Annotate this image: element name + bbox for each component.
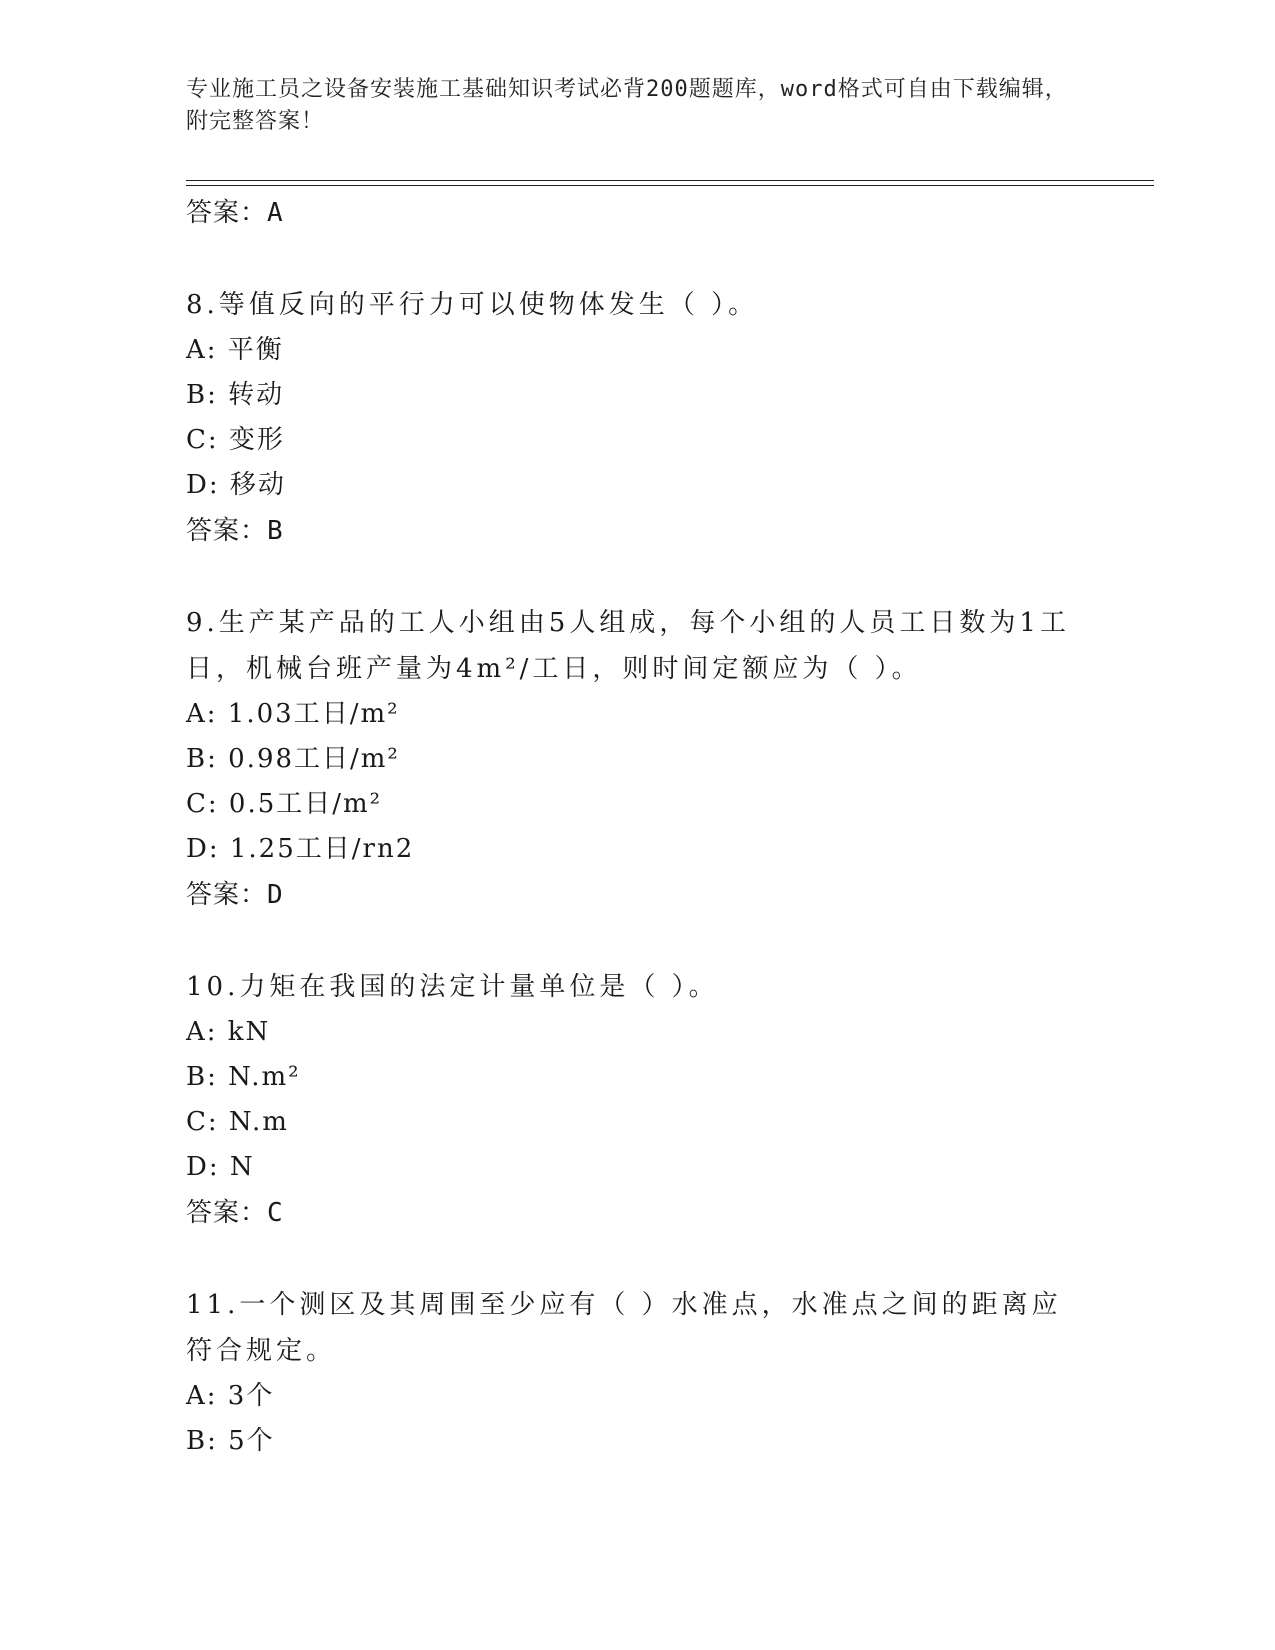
document-body xyxy=(186,190,1086,1464)
option-b: B: N.m² xyxy=(186,1062,301,1092)
question-block xyxy=(186,964,1086,1236)
answer-line: 答案：D xyxy=(186,880,284,910)
option-a: A: 1.03工日/m² xyxy=(186,699,400,729)
option-b: B: 转动 xyxy=(186,380,285,410)
option-c: C: 0.5工日/m² xyxy=(186,789,383,819)
option-d: D: N xyxy=(186,1152,255,1182)
header-rule-top xyxy=(186,180,1154,181)
option-b: B: 5个 xyxy=(186,1426,275,1456)
option-a: A: 平衡 xyxy=(186,335,284,365)
option-a: A: kN xyxy=(186,1017,271,1047)
question-text: 8.等值反向的平行力可以使物体发生（ ）。 xyxy=(186,290,759,320)
spacer xyxy=(186,1236,1086,1282)
header-rule-bottom xyxy=(186,185,1154,186)
option-d: D: 移动 xyxy=(186,470,286,500)
spacer xyxy=(186,554,1086,600)
question-text: 10.力矩在我国的法定计量单位是（ ）。 xyxy=(186,972,719,1002)
answer-line: 答案：C xyxy=(186,1198,284,1228)
spacer xyxy=(186,236,1086,282)
option-d: D: 1.25工日/rn2 xyxy=(186,834,415,864)
option-a: A: 3个 xyxy=(186,1381,275,1411)
document-header: 专业施工员之设备安装施工基础知识考试必背200题题库，word格式可自由下载编辑，附完整答案！ xyxy=(186,77,1068,134)
answer-line: 答案：B xyxy=(186,516,284,546)
question-block xyxy=(186,1282,1086,1464)
question-block xyxy=(186,600,1086,918)
answer-line: 答案：A xyxy=(186,198,284,228)
option-b: B: 0.98工日/m² xyxy=(186,744,400,774)
question-block xyxy=(186,282,1086,554)
spacer xyxy=(186,918,1086,964)
question-text: 9.生产某产品的工人小组由5人组成，每个小组的人员工日数为1工日，机械台班产量为4m²/工日，则时间定额应为（ ）。 xyxy=(186,608,1070,684)
question-text: 11.一个测区及其周围至少应有（ ）水准点，水准点之间的距离应符合规定。 xyxy=(186,1290,1062,1366)
option-c: C: N.m xyxy=(186,1107,289,1137)
option-c: C: 变形 xyxy=(186,425,285,455)
